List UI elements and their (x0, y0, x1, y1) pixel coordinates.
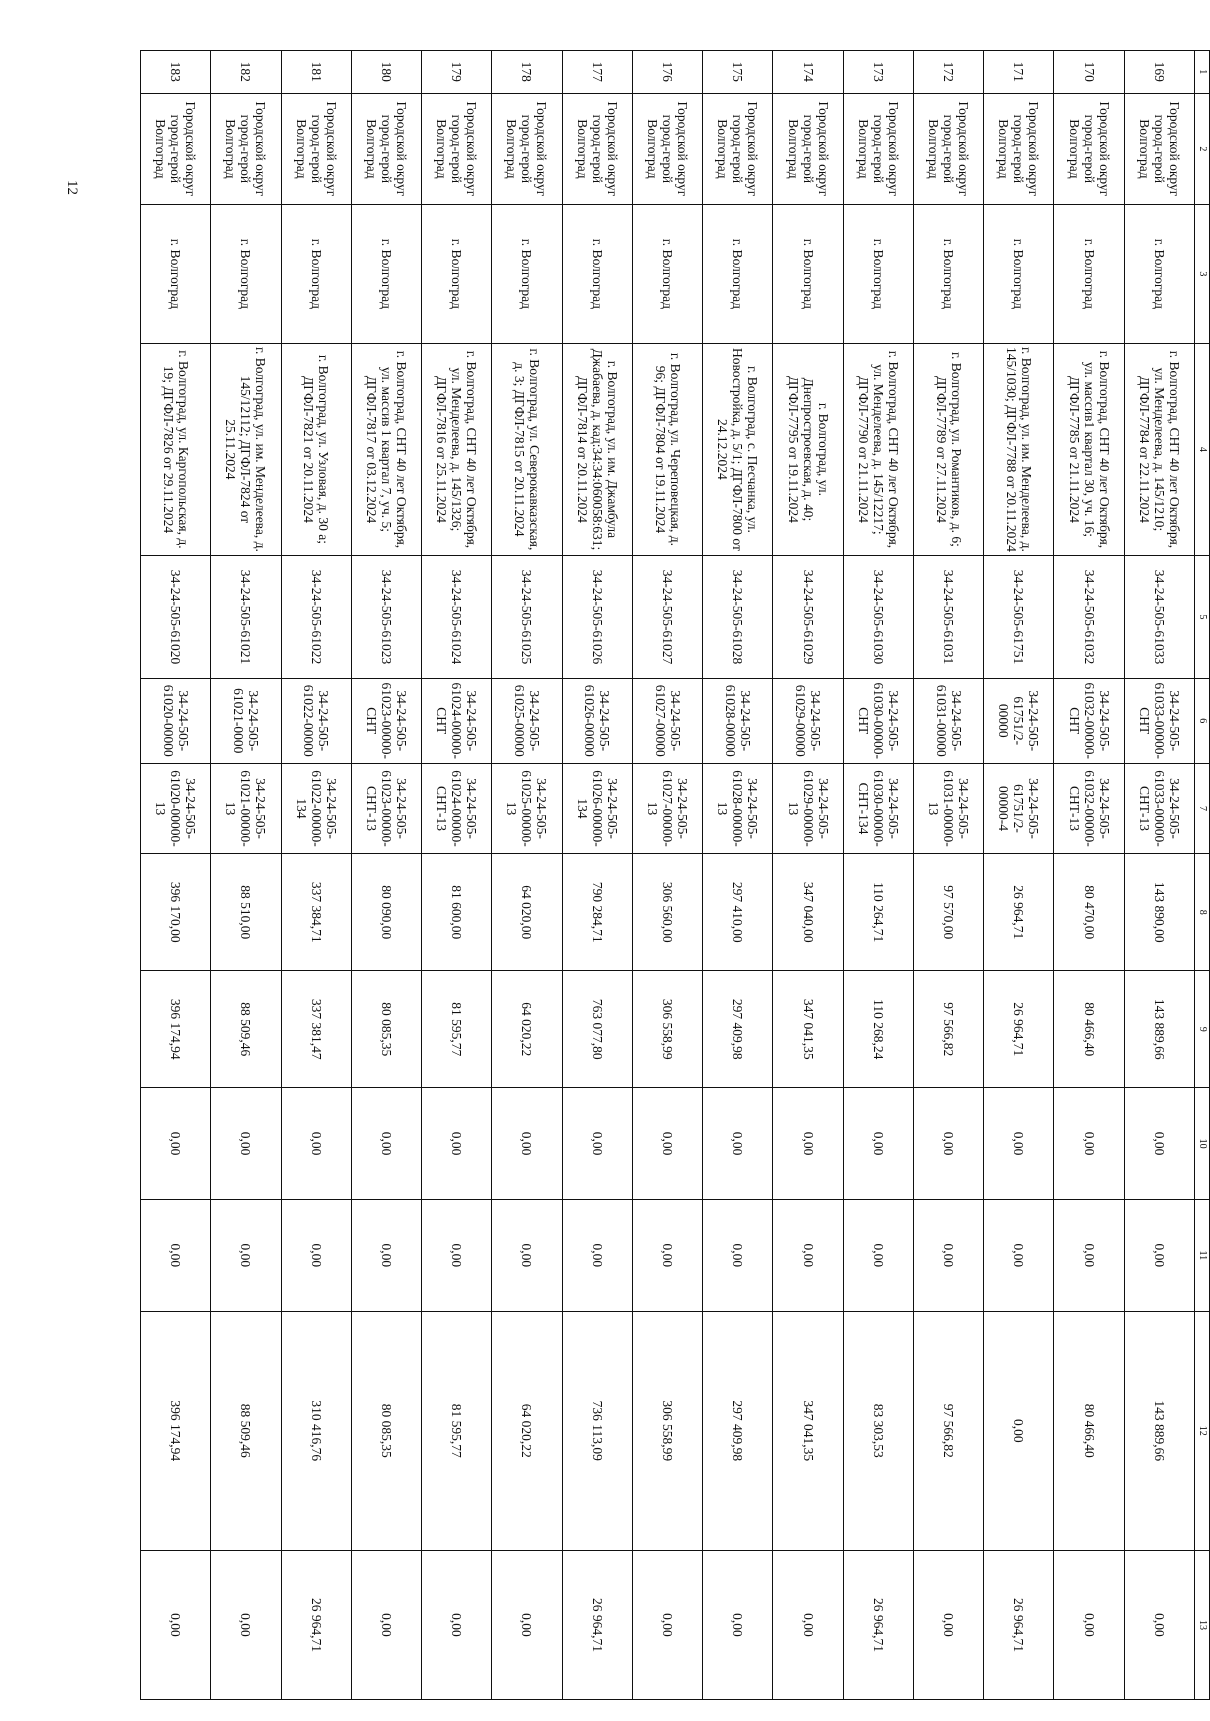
municipality-cell: Городской округ город-герой Волгоград (351, 93, 421, 205)
amount-10-cell: 0,00 (1124, 1088, 1194, 1200)
row-number-cell: 169 (1124, 51, 1194, 94)
column-number-1: 1 (1195, 51, 1210, 94)
table-row (632, 51, 702, 1700)
code-7-cell: 34-24-505-61024-00000-СНТ-13 (422, 763, 492, 853)
table-row (562, 51, 632, 1700)
code-5-cell: 34-24-505-61032 (1054, 556, 1124, 678)
amount-10-cell: 0,00 (211, 1088, 281, 1200)
row-number-cell: 174 (773, 51, 843, 94)
settlement-cell: г. Волгоград (351, 205, 421, 343)
table-row (492, 51, 562, 1700)
settlement-cell: г. Волгоград (773, 205, 843, 343)
amount-13-cell: 0,00 (913, 1550, 983, 1699)
register-table (140, 50, 1210, 1700)
row-number-cell: 182 (211, 51, 281, 94)
column-number-row (1195, 51, 1210, 1700)
settlement-cell: г. Волгоград (422, 205, 492, 343)
municipality-cell: Городской округ город-герой Волгоград (281, 93, 351, 205)
amount-13-cell: 0,00 (773, 1550, 843, 1699)
amount-10-cell: 0,00 (351, 1088, 421, 1200)
amount-9-cell: 88 509,46 (211, 971, 281, 1088)
column-number-3: 3 (1195, 205, 1210, 343)
amount-8-cell: 790 284,71 (562, 854, 632, 971)
code-5-cell: 34-24-505-61025 (492, 556, 562, 678)
amount-12-cell: 310 416,76 (281, 1311, 351, 1550)
code-5-cell: 34-24-505-61033 (1124, 556, 1194, 678)
amount-9-cell: 97 566,82 (913, 971, 983, 1088)
amount-10-cell: 0,00 (562, 1088, 632, 1200)
amount-10-cell: 0,00 (1054, 1088, 1124, 1200)
amount-8-cell: 80 090,00 (351, 854, 421, 971)
amount-9-cell: 306 558,99 (632, 971, 702, 1088)
amount-13-cell: 0,00 (211, 1550, 281, 1699)
row-number-cell: 180 (351, 51, 421, 94)
amount-12-cell: 81 595,77 (422, 1311, 492, 1550)
amount-10-cell: 0,00 (913, 1088, 983, 1200)
code-6-cell: 34-24-505-61026-00000 (562, 678, 632, 763)
column-number-13: 13 (1195, 1550, 1210, 1699)
column-number-10: 10 (1195, 1088, 1210, 1200)
code-6-cell: 34-24-505-61022-00000 (281, 678, 351, 763)
code-6-cell: 34-24-505-61028-00000 (703, 678, 773, 763)
settlement-cell: г. Волгоград (1124, 205, 1194, 343)
row-number-cell: 179 (422, 51, 492, 94)
address-contract-cell: г. Волгоград, СНТ 40 лет Октября, ул. Менделеева, д. 145/1326; ДГФЛ-7816 от 25.11.2024 (422, 343, 492, 556)
municipality-cell: Городской округ город-герой Волгоград (141, 93, 211, 205)
amount-11-cell: 0,00 (1054, 1199, 1124, 1311)
address-contract-cell: г. Волгоград, ул. Романтиков, д. 6; ДГФЛ-7789 от 27.11.2024 (913, 343, 983, 556)
amount-13-cell: 0,00 (422, 1550, 492, 1699)
amount-8-cell: 110 264,71 (843, 854, 913, 971)
amount-13-cell: 0,00 (632, 1550, 702, 1699)
code-6-cell: 34-24-505-61030-00000-СНТ (843, 678, 913, 763)
amount-9-cell: 64 020,22 (492, 971, 562, 1088)
column-number-4: 4 (1195, 343, 1210, 556)
row-number-cell: 175 (703, 51, 773, 94)
code-7-cell: 34-24-505-61032-00000-СНТ-13 (1054, 763, 1124, 853)
table-row (1054, 51, 1124, 1700)
amount-11-cell: 0,00 (843, 1199, 913, 1311)
column-number-6: 6 (1195, 678, 1210, 763)
amount-11-cell: 0,00 (281, 1199, 351, 1311)
amount-10-cell: 0,00 (984, 1088, 1054, 1200)
amount-12-cell: 347 041,35 (773, 1311, 843, 1550)
code-7-cell: 34-24-505-61028-00000-13 (703, 763, 773, 853)
code-5-cell: 34-24-505-61029 (773, 556, 843, 678)
address-contract-cell: г. Волгоград, ул. Днепростроевская, д. 40; ДГФЛ-7795 от 19.11.2024 (773, 343, 843, 556)
page-number: 12 (64, 180, 80, 195)
amount-11-cell: 0,00 (703, 1199, 773, 1311)
amount-12-cell: 297 409,98 (703, 1311, 773, 1550)
table-row (913, 51, 983, 1700)
code-7-cell: 34-24-505-61030-00000-СНТ-134 (843, 763, 913, 853)
amount-8-cell: 347 040,00 (773, 854, 843, 971)
amount-11-cell: 0,00 (492, 1199, 562, 1311)
address-contract-cell: г. Волгоград, ул. им. Джамбула Джабаева, д. кад:34:34:060058:631; ДГФЛ-7814 от 20.11.2024 (562, 343, 632, 556)
code-6-cell: 34-24-505-61024-00000-СНТ (422, 678, 492, 763)
amount-11-cell: 0,00 (1124, 1199, 1194, 1311)
address-contract-cell: г. Волгоград, с. Песчанка, ул. Новостройка, д. 5/1; ДГФЛ-7800 от 24.12.2024 (703, 343, 773, 556)
amount-11-cell: 0,00 (773, 1199, 843, 1311)
amount-9-cell: 80 085,35 (351, 971, 421, 1088)
amount-11-cell: 0,00 (211, 1199, 281, 1311)
municipality-cell: Городской округ город-герой Волгоград (1054, 93, 1124, 205)
municipality-cell: Городской округ город-герой Волгоград (703, 93, 773, 205)
settlement-cell: г. Волгоград (1054, 205, 1124, 343)
row-number-cell: 176 (632, 51, 702, 94)
amount-8-cell: 81 600,00 (422, 854, 492, 971)
row-number-cell: 183 (141, 51, 211, 94)
column-number-12: 12 (1195, 1311, 1210, 1550)
amount-9-cell: 297 409,98 (703, 971, 773, 1088)
code-5-cell: 34-24-505-61030 (843, 556, 913, 678)
amount-13-cell: 0,00 (1054, 1550, 1124, 1699)
settlement-cell: г. Волгоград (281, 205, 351, 343)
table-row (351, 51, 421, 1700)
code-5-cell: 34-24-505-61751 (984, 556, 1054, 678)
address-contract-cell: г. Волгоград, СНТ 40 лет Октября, ул. Менделеева, д. 145/12217; ДГФЛ-7790 от 21.11.2024 (843, 343, 913, 556)
settlement-cell: г. Волгоград (141, 205, 211, 343)
amount-13-cell: 0,00 (351, 1550, 421, 1699)
amount-8-cell: 337 384,71 (281, 854, 351, 971)
address-contract-cell: г. Волгоград, СНТ 40 лет Октября, ул. массив1 квартал 30, уч. 16; ДГФЛ-7785 от 21.11.2024 (1054, 343, 1124, 556)
code-7-cell: 34-24-505-61751/2-00000-4 (984, 763, 1054, 853)
table-row (773, 51, 843, 1700)
row-number-cell: 178 (492, 51, 562, 94)
address-contract-cell: г. Волгоград, ул. им. Менделеева, д. 145/12112; ДГФЛ-7824 от 25.11.2024 (211, 343, 281, 556)
code-6-cell: 34-24-505-61029-00000 (773, 678, 843, 763)
settlement-cell: г. Волгоград (562, 205, 632, 343)
register-table-rotated (140, 50, 1210, 1700)
amount-10-cell: 0,00 (492, 1088, 562, 1200)
table-row (141, 51, 211, 1700)
amount-11-cell: 0,00 (351, 1199, 421, 1311)
amount-9-cell: 337 381,47 (281, 971, 351, 1088)
amount-11-cell: 0,00 (984, 1199, 1054, 1311)
table-row (422, 51, 492, 1700)
amount-11-cell: 0,00 (562, 1199, 632, 1311)
amount-9-cell: 110 268,24 (843, 971, 913, 1088)
code-7-cell: 34-24-505-61033-00000-СНТ-13 (1124, 763, 1194, 853)
municipality-cell: Городской округ город-герой Волгоград (913, 93, 983, 205)
amount-13-cell: 0,00 (141, 1550, 211, 1699)
code-7-cell: 34-24-505-61022-00000-134 (281, 763, 351, 853)
table-row (984, 51, 1054, 1700)
amount-11-cell: 0,00 (141, 1199, 211, 1311)
amount-8-cell: 26 964,71 (984, 854, 1054, 971)
row-number-cell: 177 (562, 51, 632, 94)
address-contract-cell: г. Волгоград, ул. Череповецкая, д. 96; ДГФЛ-7804 от 19.11.2024 (632, 343, 702, 556)
code-6-cell: 34-24-505-61025-00000 (492, 678, 562, 763)
code-5-cell: 34-24-505-61023 (351, 556, 421, 678)
amount-10-cell: 0,00 (422, 1088, 492, 1200)
row-number-cell: 170 (1054, 51, 1124, 94)
amount-8-cell: 297 410,00 (703, 854, 773, 971)
address-contract-cell: г. Волгоград, ул. Узловая, д. 30 а; ДГФЛ-7821 от 20.11.2024 (281, 343, 351, 556)
amount-12-cell: 0,00 (984, 1311, 1054, 1550)
settlement-cell: г. Волгоград (632, 205, 702, 343)
table-row (843, 51, 913, 1700)
code-7-cell: 34-24-505-61020-00000-13 (141, 763, 211, 853)
code-5-cell: 34-24-505-61020 (141, 556, 211, 678)
code-7-cell: 34-24-505-61025-00000-13 (492, 763, 562, 853)
column-number-8: 8 (1195, 854, 1210, 971)
table-row (211, 51, 281, 1700)
settlement-cell: г. Волгоград (211, 205, 281, 343)
code-6-cell: 34-24-505-61751/2-00000 (984, 678, 1054, 763)
row-number-cell: 172 (913, 51, 983, 94)
amount-12-cell: 88 509,46 (211, 1311, 281, 1550)
amount-13-cell: 26 964,71 (984, 1550, 1054, 1699)
amount-12-cell: 83 303,53 (843, 1311, 913, 1550)
municipality-cell: Городской округ город-герой Волгоград (1124, 93, 1194, 205)
code-6-cell: 34-24-505-61023-00000-СНТ (351, 678, 421, 763)
amount-9-cell: 80 466,40 (1054, 971, 1124, 1088)
amount-12-cell: 396 174,94 (141, 1311, 211, 1550)
amount-10-cell: 0,00 (773, 1088, 843, 1200)
code-7-cell: 34-24-505-61026-00000-134 (562, 763, 632, 853)
code-5-cell: 34-24-505-61028 (703, 556, 773, 678)
settlement-cell: г. Волгоград (843, 205, 913, 343)
column-number-2: 2 (1195, 93, 1210, 205)
amount-8-cell: 88 510,00 (211, 854, 281, 971)
amount-8-cell: 396 170,00 (141, 854, 211, 971)
code-7-cell: 34-24-505-61027-00000-13 (632, 763, 702, 853)
settlement-cell: г. Волгоград (984, 205, 1054, 343)
code-5-cell: 34-24-505-61021 (211, 556, 281, 678)
code-6-cell: 34-24-505-61033-00000-СНТ (1124, 678, 1194, 763)
row-number-cell: 173 (843, 51, 913, 94)
amount-13-cell: 26 964,71 (281, 1550, 351, 1699)
amount-8-cell: 143 890,00 (1124, 854, 1194, 971)
municipality-cell: Городской округ город-герой Волгоград (562, 93, 632, 205)
address-contract-cell: г. Волгоград, ул. Северокавказская, д. 3; ДГФЛ-7815 от 20.11.2024 (492, 343, 562, 556)
amount-9-cell: 81 595,77 (422, 971, 492, 1088)
amount-9-cell: 396 174,94 (141, 971, 211, 1088)
table-row (703, 51, 773, 1700)
amount-11-cell: 0,00 (422, 1199, 492, 1311)
code-6-cell: 34-24-505-61021-0000 (211, 678, 281, 763)
settlement-cell: г. Волгоград (913, 205, 983, 343)
municipality-cell: Городской округ город-герой Волгоград (492, 93, 562, 205)
amount-10-cell: 0,00 (632, 1088, 702, 1200)
amount-8-cell: 306 560,00 (632, 854, 702, 971)
table-row (281, 51, 351, 1700)
amount-9-cell: 763 077,80 (562, 971, 632, 1088)
amount-8-cell: 97 570,00 (913, 854, 983, 971)
address-contract-cell: г. Волгоград, ул. Каргопольская, д. 19; ДГФЛ-7826 от 29.11.2024 (141, 343, 211, 556)
amount-12-cell: 143 889,66 (1124, 1311, 1194, 1550)
code-5-cell: 34-24-505-61031 (913, 556, 983, 678)
code-7-cell: 34-24-505-61021-00000-13 (211, 763, 281, 853)
amount-8-cell: 80 470,00 (1054, 854, 1124, 971)
code-7-cell: 34-24-505-61029-00000-13 (773, 763, 843, 853)
amount-11-cell: 0,00 (913, 1199, 983, 1311)
table-row (1124, 51, 1194, 1700)
amount-13-cell: 0,00 (492, 1550, 562, 1699)
municipality-cell: Городской округ город-герой Волгоград (984, 93, 1054, 205)
column-number-5: 5 (1195, 556, 1210, 678)
amount-13-cell: 0,00 (703, 1550, 773, 1699)
municipality-cell: Городской округ город-герой Волгоград (632, 93, 702, 205)
amount-12-cell: 306 558,99 (632, 1311, 702, 1550)
amount-12-cell: 80 085,35 (351, 1311, 421, 1550)
address-contract-cell: г. Волгоград, ул. им. Менделеева, д. 145/1030; ДГФЛ-7788 от 20.11.2024 (984, 343, 1054, 556)
municipality-cell: Городской округ город-герой Волгоград (773, 93, 843, 205)
amount-10-cell: 0,00 (703, 1088, 773, 1200)
amount-12-cell: 64 020,22 (492, 1311, 562, 1550)
code-5-cell: 34-24-505-61027 (632, 556, 702, 678)
amount-10-cell: 0,00 (141, 1088, 211, 1200)
row-number-cell: 171 (984, 51, 1054, 94)
address-contract-cell: г. Волгоград, СНТ 40 лет Октября, ул. Менделеева, д. 145/1210; ДГФЛ-7784 от 22.11.2024 (1124, 343, 1194, 556)
municipality-cell: Городской округ город-герой Волгоград (843, 93, 913, 205)
code-5-cell: 34-24-505-61026 (562, 556, 632, 678)
amount-12-cell: 97 566,82 (913, 1311, 983, 1550)
amount-12-cell: 736 113,09 (562, 1311, 632, 1550)
column-number-9: 9 (1195, 971, 1210, 1088)
municipality-cell: Городской округ город-герой Волгоград (211, 93, 281, 205)
settlement-cell: г. Волгоград (492, 205, 562, 343)
code-7-cell: 34-24-505-61023-00000-СНТ-13 (351, 763, 421, 853)
address-contract-cell: г. Волгоград, СНТ 40 лет Октября, ул. массив 1 квартал 7, уч. 5; ДГФЛ-7817 от 03.12.2024 (351, 343, 421, 556)
code-6-cell: 34-24-505-61031-00000 (913, 678, 983, 763)
settlement-cell: г. Волгоград (703, 205, 773, 343)
code-5-cell: 34-24-505-61022 (281, 556, 351, 678)
code-7-cell: 34-24-505-61031-00000-13 (913, 763, 983, 853)
amount-13-cell: 26 964,71 (562, 1550, 632, 1699)
code-6-cell: 34-24-505-61027-00000 (632, 678, 702, 763)
amount-10-cell: 0,00 (281, 1088, 351, 1200)
code-5-cell: 34-24-505-61024 (422, 556, 492, 678)
amount-9-cell: 143 889,66 (1124, 971, 1194, 1088)
amount-13-cell: 0,00 (1124, 1550, 1194, 1699)
amount-11-cell: 0,00 (632, 1199, 702, 1311)
amount-8-cell: 64 020,00 (492, 854, 562, 971)
amount-9-cell: 26 964,71 (984, 971, 1054, 1088)
code-6-cell: 34-24-505-61032-00000-СНТ (1054, 678, 1124, 763)
column-number-7: 7 (1195, 763, 1210, 853)
row-number-cell: 181 (281, 51, 351, 94)
amount-13-cell: 26 964,71 (843, 1550, 913, 1699)
amount-10-cell: 0,00 (843, 1088, 913, 1200)
code-6-cell: 34-24-505-61020-00000 (141, 678, 211, 763)
municipality-cell: Городской округ город-герой Волгоград (422, 93, 492, 205)
amount-9-cell: 347 041,35 (773, 971, 843, 1088)
amount-12-cell: 80 466,40 (1054, 1311, 1124, 1550)
column-number-11: 11 (1195, 1199, 1210, 1311)
